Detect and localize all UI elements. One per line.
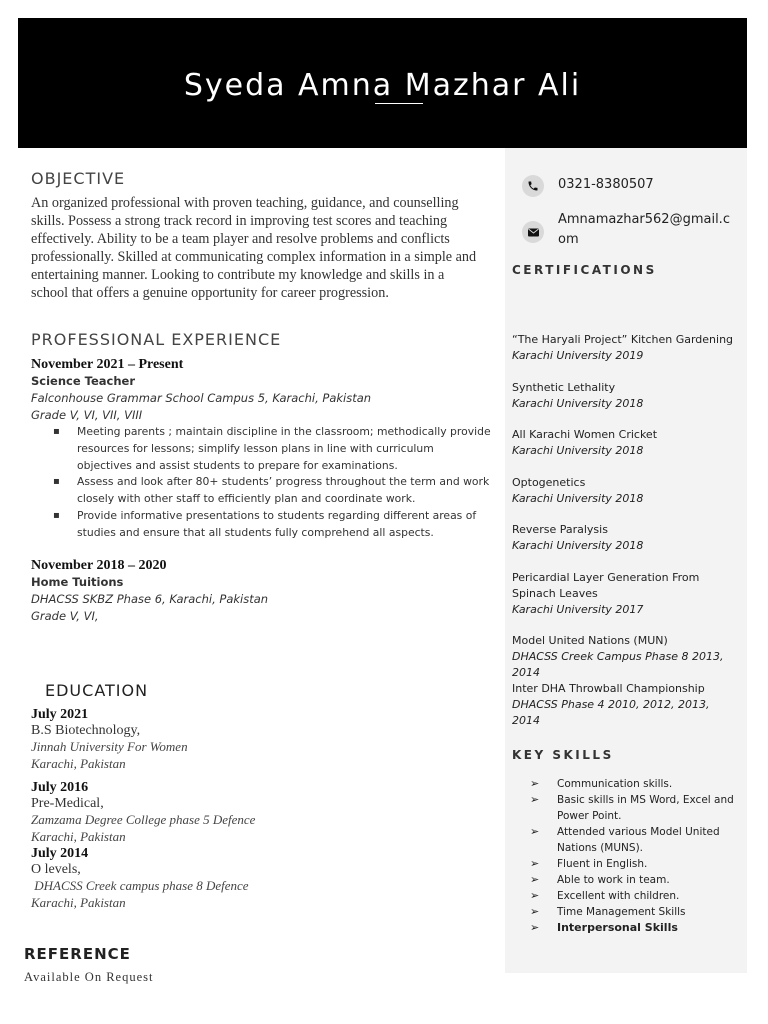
certification-item <box>512 570 740 618</box>
certification-item <box>512 633 740 681</box>
job-duty-item: ▪ Assess and look after 80+ students’ progress throughout the term and work closely with other staff to efficiently plan and coordinate work. <box>53 474 491 508</box>
education-degree: O levels, <box>31 862 81 877</box>
education-location: Karachi, Pakistan <box>31 755 126 771</box>
phone-icon <box>522 175 544 197</box>
job-place: DHACSS SKBZ Phase 6, Karachi, Pakistan <box>31 592 269 606</box>
certification-source: Karachi University 2018 <box>512 539 644 552</box>
certification-item <box>512 522 740 554</box>
job-date: November 2018 – 2020 <box>31 558 167 573</box>
header-banner <box>18 18 747 148</box>
certification-item <box>512 332 740 364</box>
job-duty-item: ▪ Meeting parents ; maintain discipline in the classroom; methodically provide resources for lessons; simplify lesson plans in line with curriculum objectives and assist students to prepare for examinations. <box>53 424 491 474</box>
education-school: Zamzama Degree College phase 5 Defence <box>31 812 256 827</box>
certification-title: Synthetic Lethality <box>512 381 616 394</box>
job-entry <box>31 356 491 542</box>
education-degree: Pre-Medical, <box>31 796 104 811</box>
arrow-bullet-icon: ➢ <box>530 889 540 902</box>
certification-title: All Karachi Women Cricket <box>512 428 658 441</box>
arrow-bullet-icon: ➢ <box>530 857 540 870</box>
certification-source: Karachi University 2018 <box>512 397 644 410</box>
reference-heading: REFERENCE <box>24 945 131 963</box>
education-degree: B.S Biotechnology, <box>31 723 141 738</box>
education-location: Karachi, Pakistan <box>31 894 126 910</box>
certification-title: Model United Nations (MUN) <box>512 634 668 647</box>
arrow-bullet-icon: ➢ <box>530 921 540 934</box>
education-entry <box>31 706 451 772</box>
objective-heading: OBJECTIVE <box>31 169 126 188</box>
certification-item <box>512 380 740 412</box>
certifications-heading: CERTIFICATIONS <box>512 263 657 277</box>
education-school: Jinnah University For Women <box>31 739 188 754</box>
experience-heading: PROFESSIONAL EXPERIENCE <box>31 330 282 349</box>
key-skills-list <box>530 776 740 936</box>
certification-source: Karachi University 2019 <box>512 349 644 362</box>
job-grades: Grade V, VI, <box>31 609 99 623</box>
contact-phone <box>522 175 736 197</box>
education-heading: EDUCATION <box>45 681 149 700</box>
skill-item: ➢ Communication skills. <box>530 777 673 790</box>
skill-item: ➢ Fluent in English. <box>530 857 648 870</box>
certification-title: Reverse Paralysis <box>512 523 608 536</box>
certification-source: Karachi University 2017 <box>512 603 644 616</box>
certification-source: DHACSS Phase 4 2010, 2012, 2013, 2014 <box>512 698 710 727</box>
arrow-bullet-icon: ➢ <box>530 905 540 918</box>
education-date: July 2021 <box>31 707 89 722</box>
job-entry <box>31 557 491 625</box>
skill-item: ➢ Excellent with children. <box>530 889 680 902</box>
job-date: November 2021 – Present <box>31 357 184 372</box>
candidate-name: Syeda Amna Mazhar Ali <box>183 68 582 103</box>
job-title: Science Teacher <box>31 374 135 388</box>
arrow-bullet-icon: ➢ <box>530 825 540 838</box>
header-divider <box>375 103 423 104</box>
certification-source: Karachi University 2018 <box>512 492 644 505</box>
phone-number[interactable]: 0321-8380507 <box>558 177 654 192</box>
job-duty-item: ▪ Provide informative presentations to students regarding different areas of studies and ensure that all students fully comprehend all aspects. <box>53 508 491 542</box>
arrow-bullet-icon: ➢ <box>530 777 540 790</box>
certification-item <box>512 475 740 507</box>
certification-source: DHACSS Creek Campus Phase 8 2013, 2014 <box>512 650 724 679</box>
job-title: Home Tuitions <box>31 575 124 589</box>
skill-item: ➢ Able to work in team. <box>530 873 670 886</box>
skill-item: ➢ Basic skills in MS Word, Excel and Power Point. <box>530 793 734 822</box>
education-date: July 2016 <box>31 780 89 795</box>
reference-text: Available On Request <box>24 970 154 984</box>
education-entry <box>31 845 451 911</box>
certification-item <box>512 681 740 729</box>
key-skills-heading: KEY SKILLS <box>512 748 614 762</box>
skill-item: ➢ Interpersonal Skills <box>530 921 678 934</box>
certification-title: “The Haryali Project” Kitchen Gardening <box>512 333 734 346</box>
job-place: Falconhouse Grammar School Campus 5, Karachi, Pakistan <box>31 391 372 405</box>
certification-title: Inter DHA Throwball Championship <box>512 682 705 695</box>
job-grades: Grade V, VI, VII, VIII <box>31 408 143 422</box>
arrow-bullet-icon: ➢ <box>530 793 540 806</box>
contact-email <box>522 210 736 250</box>
education-school: DHACSS Creek campus phase 8 Defence <box>31 878 249 893</box>
email-address[interactable]: Amnamazhar562@gmail.com <box>558 212 730 247</box>
arrow-bullet-icon: ➢ <box>530 873 540 886</box>
education-location: Karachi, Pakistan <box>31 828 126 844</box>
certification-title: Optogenetics <box>512 476 586 489</box>
objective-text: An organized professional with proven teaching, guidance, and counselling skills. Possess a strong track record in improving test scores and teaching effectively. Ability to be a team player and resolve problems and conflicts professionally. Skilled at communicating complex information in a simple and entertaining manner. Looking to contribute my knowledge and skills in a school that offers a genuine opportunity for career progression. <box>31 195 477 301</box>
certification-title: Pericardial Layer Generation From Spinach Leaves <box>512 571 700 600</box>
envelope-icon <box>522 221 544 243</box>
certification-item <box>512 427 740 459</box>
job-duties-list <box>53 424 491 542</box>
skill-item: ➢ Time Management Skills <box>530 905 686 918</box>
education-entry <box>31 779 451 845</box>
skill-item: ➢ Attended various Model United Nations (MUNS). <box>530 825 720 854</box>
education-date: July 2014 <box>31 846 89 861</box>
certification-source: Karachi University 2018 <box>512 444 644 457</box>
